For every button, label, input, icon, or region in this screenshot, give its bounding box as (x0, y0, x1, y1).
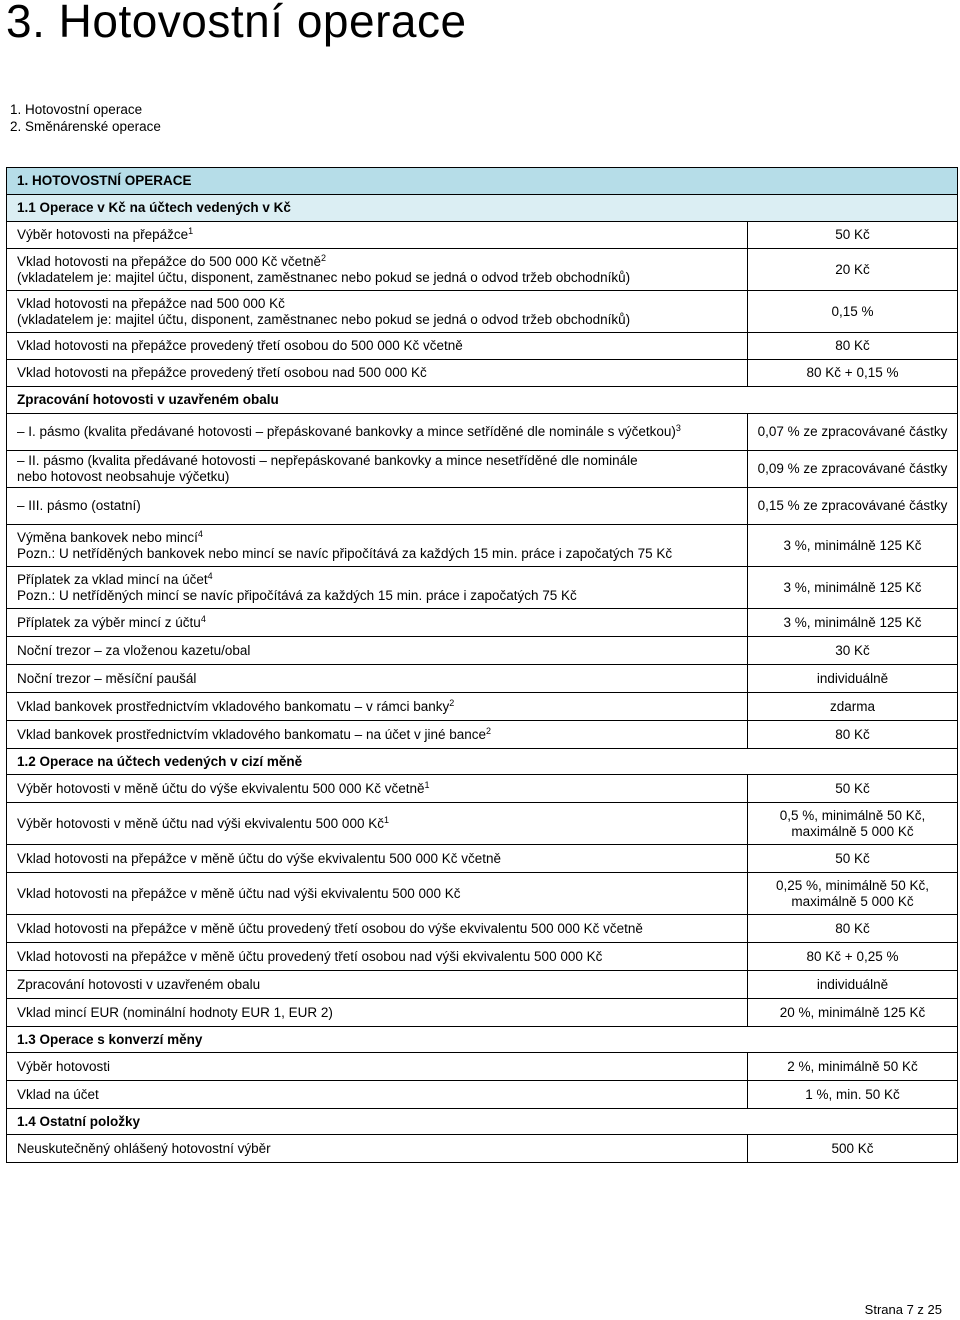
fee-label: – III. pásmo (ostatní) (7, 488, 748, 525)
fee-value: 80 Kč + 0,25 % (748, 943, 958, 971)
table-row (7, 567, 958, 609)
fee-value: zdarma (748, 693, 958, 721)
table-row (7, 999, 958, 1027)
fee-label: Vklad mincí EUR (nominální hodnoty EUR 1, EUR 2) (7, 999, 748, 1027)
fee-value: 50 Kč (748, 222, 958, 249)
table-row (7, 451, 958, 488)
table-row (7, 873, 958, 915)
subsection-title: 1.2 Operace na účtech vedených v cizí měně (7, 749, 958, 775)
fee-label: Výběr hotovosti v měně účtu nad výši ekvivalentu 500 000 $Kč^1$ (7, 803, 748, 845)
fee-label: – I. pásmo (kvalita předávané hotovosti – přepáskované bankovky a mince setříděné dle nominále s výčetkou)$^3$ (7, 414, 748, 451)
section-title: 1. HOTOVOSTNÍ OPERACE (7, 168, 958, 195)
page-number: Strana 7 z 25 (864, 1302, 942, 1317)
section-header-row (7, 168, 958, 195)
fee-value: 80 Kč (748, 721, 958, 749)
table-row (7, 333, 958, 360)
table-of-contents (10, 101, 161, 135)
table-row (7, 915, 958, 943)
fee-label: Vklad hotovosti na přepážce do 500 000 Kč včetně$^2$ (vkladatelem je: majitel účtu, disponent, zaměstnanec nebo pokud se jedná o odvod tržeb obchodníků) (7, 249, 748, 291)
table-row (7, 525, 958, 567)
fee-label: Příplatek za výběr mincí z účtu$^4$ (7, 609, 748, 637)
table-row (7, 1053, 958, 1081)
fee-label: Vklad hotovosti na přepážce nad 500 000 Kč (vkladatelem je: majitel účtu, disponent, zaměstnanec nebo pokud se jedná o odvod tržeb obchodníků) (7, 291, 748, 333)
fee-value: 1 %, min. 50 Kč (748, 1081, 958, 1109)
table-row (7, 721, 958, 749)
fee-label: Vklad bankovek prostřednictvím vkladového bankomatu – v rámci banky$^2$ (7, 693, 748, 721)
fee-label: Zpracování hotovosti v uzavřeném obalu (7, 971, 748, 999)
subsection-header-row (7, 1109, 958, 1135)
page-title: 3. Hotovostní operace (6, 0, 467, 47)
table-row (7, 845, 958, 873)
table-row (7, 943, 958, 971)
table-row (7, 775, 958, 803)
subsection-header-row (7, 195, 958, 222)
fee-value: 0,25 %, minimálně 50 Kč, maximálně 5 000 Kč (748, 873, 958, 915)
fee-label: – II. pásmo (kvalita předávané hotovosti – nepřepáskované bankovky a mince nesetříděné dle nominále nebo hotovost neobsahuje výčetku) (7, 451, 748, 488)
table-row (7, 291, 958, 333)
fee-value: 20 %, minimálně 125 Kč (748, 999, 958, 1027)
fee-label: Výměna bankovek nebo mincí$^4$ Pozn.: U netříděných bankovek nebo mincí se navíc připočítává za každých 15 min. práce i započatých 75 Kč (7, 525, 748, 567)
subsection-title: 1.1 Operace v Kč na účtech vedených v Kč (7, 195, 958, 222)
fee-value: 80 Kč (748, 333, 958, 360)
fee-label: Vklad hotovosti na přepážce provedený třetí osobou do 500 000 Kč včetně (7, 333, 748, 360)
toc-item: 2. Směnárenské operace (10, 119, 161, 134)
toc-item: 1. Hotovostní operace (10, 102, 143, 117)
table-row (7, 249, 958, 291)
fee-value: 3 %, minimálně 125 Kč (748, 567, 958, 609)
fee-value: 50 Kč (748, 845, 958, 873)
fee-value: 3 %, minimálně 125 Kč (748, 525, 958, 567)
fee-value: 0,5 %, minimálně 50 Kč, maximálně 5 000 Kč (748, 803, 958, 845)
table-row (7, 387, 958, 414)
table-row (7, 665, 958, 693)
fee-value: 2 %, minimálně 50 Kč (748, 1053, 958, 1081)
fee-value: 80 Kč (748, 915, 958, 943)
fee-value: 0,07 % ze zpracovávané částky (748, 414, 958, 451)
fee-value: individuálně (748, 971, 958, 999)
table-row (7, 971, 958, 999)
subsection-header-row (7, 1027, 958, 1053)
fee-label: Noční trezor – měsíční paušál (7, 665, 748, 693)
fee-label: Vklad bankovek prostřednictvím vkladového bankomatu – na účet v jiné bance$^2$ (7, 721, 748, 749)
table-row (7, 803, 958, 845)
fee-label: Neuskutečněný ohlášený hotovostní výběr (7, 1135, 748, 1163)
fee-label: Vklad hotovosti na přepážce v měně účtu provedený třetí osobou nad výši ekvivalentu 500 000 Kč (7, 943, 748, 971)
table-row (7, 637, 958, 665)
subsection-title: 1.3 Operace s konverzí měny (7, 1027, 958, 1053)
fee-value: 0,15 % ze zpracovávané částky (748, 488, 958, 525)
fee-value: 20 Kč (748, 249, 958, 291)
fee-value: 3 %, minimálně 125 Kč (748, 609, 958, 637)
fee-label: Noční trezor – za vloženou kazetu/obal (7, 637, 748, 665)
fee-value: individuálně (748, 665, 958, 693)
fee-label: Vklad hotovosti na přepážce provedený třetí osobou nad 500 000 Kč (7, 360, 748, 387)
fee-label: Vklad hotovosti na přepážce v měně účtu do výše ekvivalentu 500 000 Kč včetně (7, 845, 748, 873)
fee-label: Vklad hotovosti na přepážce v měně účtu provedený třetí osobou do výše ekvivalentu 500 000 Kč včetně (7, 915, 748, 943)
table-row (7, 414, 958, 451)
fee-label: Výběr hotovosti na přepážce$^1$ (7, 222, 748, 249)
fee-value: 0,09 % ze zpracovávané částky (748, 451, 958, 488)
fee-value: 30 Kč (748, 637, 958, 665)
fee-value: 50 Kč (748, 775, 958, 803)
table-row (7, 222, 958, 249)
table-row (7, 488, 958, 525)
fee-table (6, 167, 958, 1163)
fee-label: Výběr hotovosti v měně účtu do výše ekvivalentu 500 000 Kč včetně$^1$ (7, 775, 748, 803)
fee-value: 80 Kč + 0,15 % (748, 360, 958, 387)
fee-label: Příplatek za vklad mincí na účet$^4$ Pozn.: U netříděných mincí se navíc připočítává za každých 15 min. práce i započatých 75 Kč (7, 567, 748, 609)
fee-label: Vklad hotovosti na přepážce v měně účtu nad výši ekvivalentu 500 000 Kč (7, 873, 748, 915)
table-row (7, 693, 958, 721)
subsection-header-row (7, 749, 958, 775)
fee-value: 500 Kč (748, 1135, 958, 1163)
table-row (7, 1081, 958, 1109)
table-row (7, 609, 958, 637)
table-row (7, 360, 958, 387)
fee-label: Vklad na účet (7, 1081, 748, 1109)
fee-label: Výběr hotovosti (7, 1053, 748, 1081)
fee-value: 0,15 % (748, 291, 958, 333)
table-row (7, 1135, 958, 1163)
subsection-title: 1.4 Ostatní položky (7, 1109, 958, 1135)
processing-heading: Zpracování hotovosti v uzavřeném obalu (7, 387, 958, 414)
